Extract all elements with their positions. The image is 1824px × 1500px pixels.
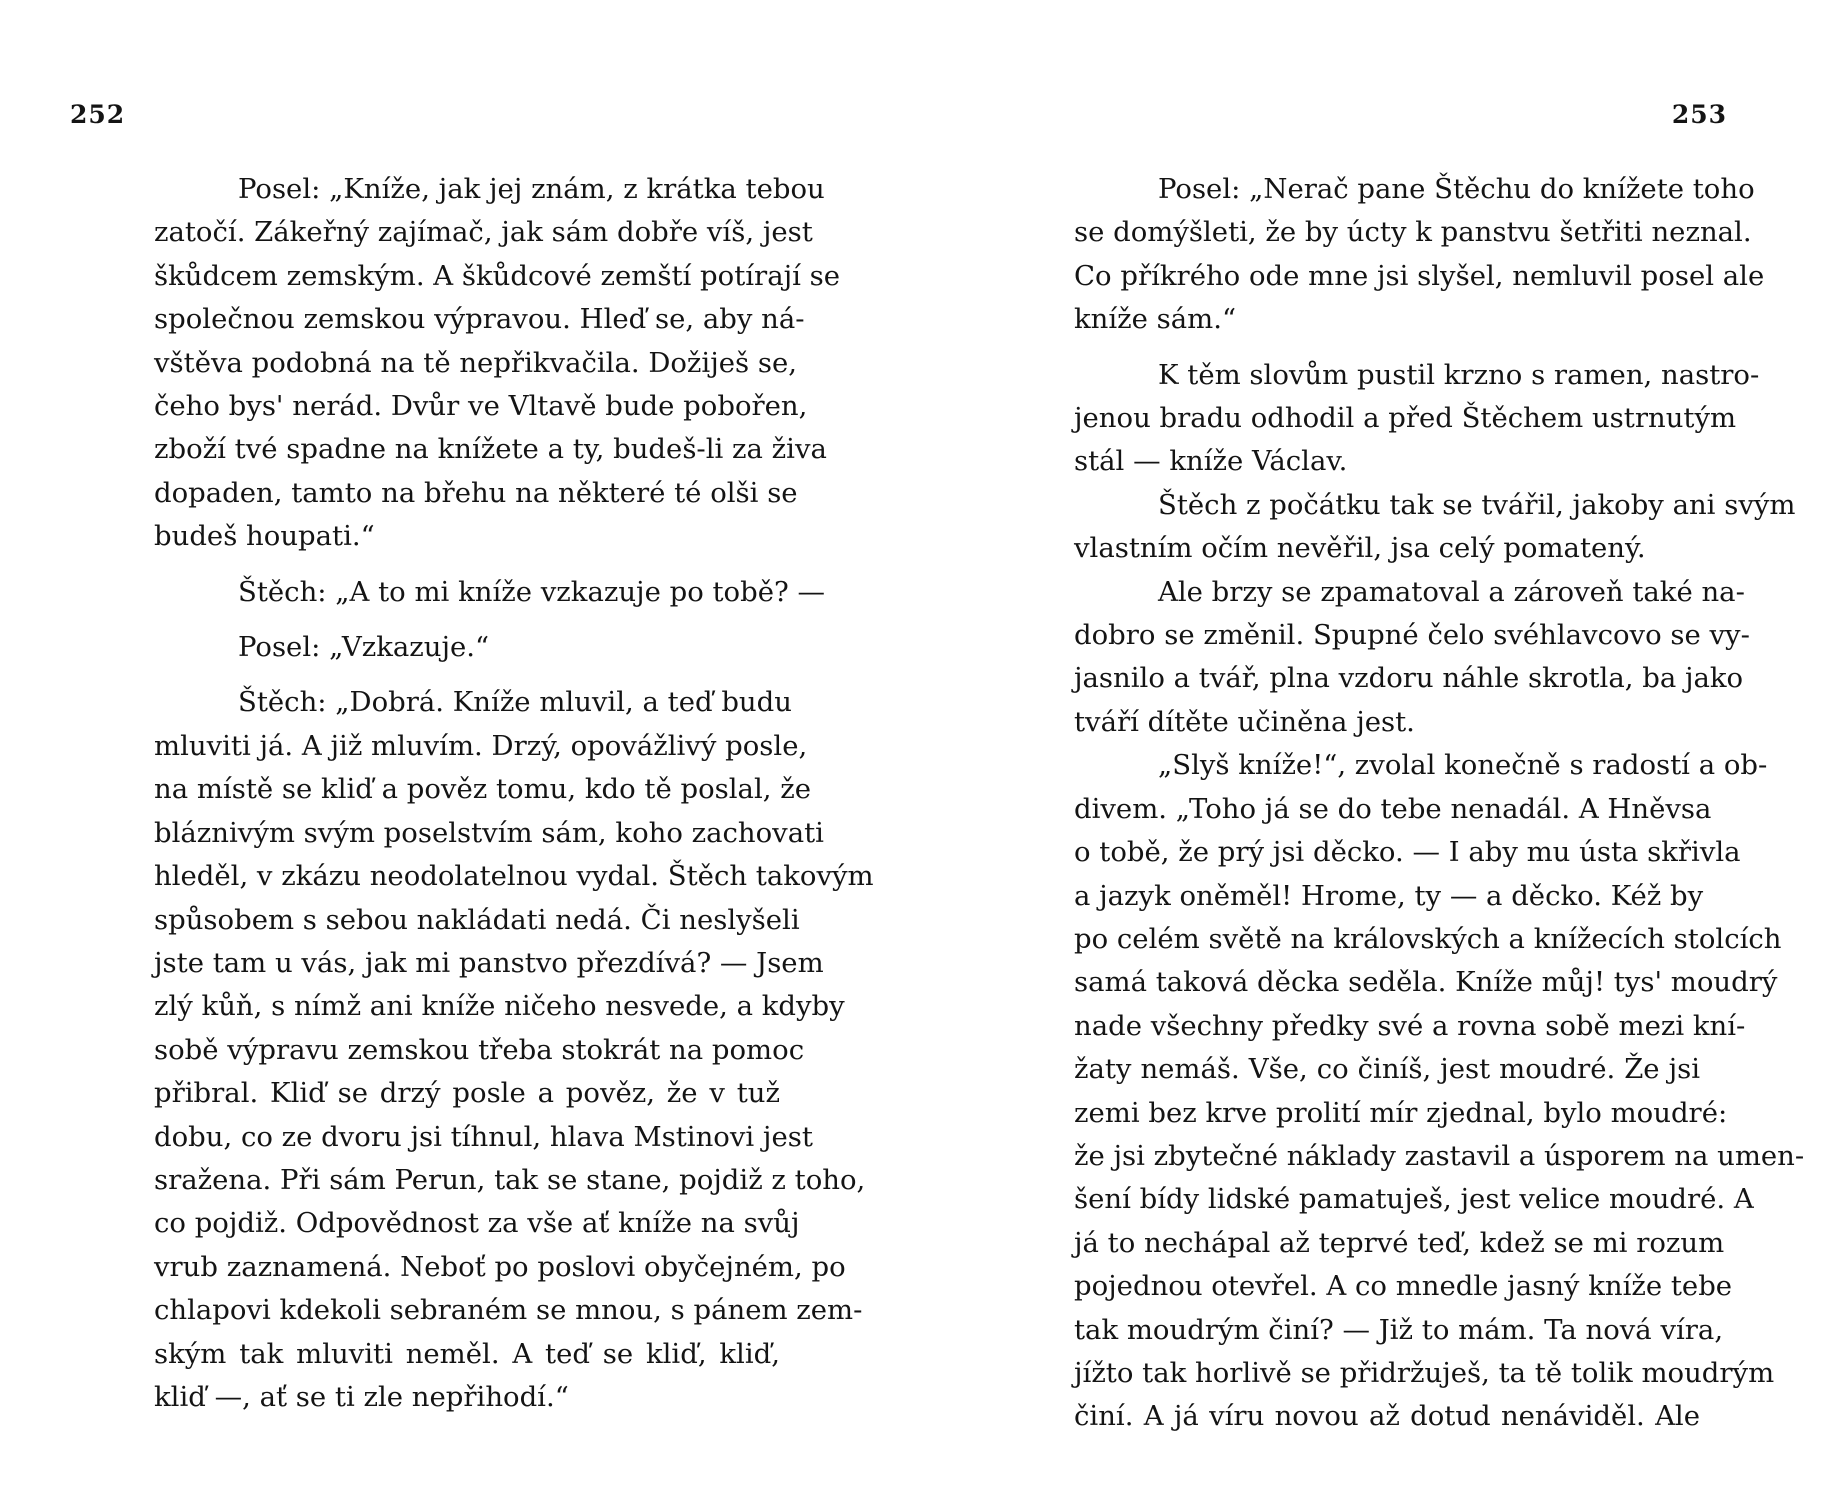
text-line: přibral. Kliď se drzý posle a pověz, že v tuž — [154, 1077, 780, 1110]
text-line: kliď —, ať se ti zle nepřihodí.“ — [154, 1380, 569, 1413]
text-line: jížto tak horlivě se přidržuješ, ta tě tolik moudrým — [1074, 1356, 1775, 1389]
text-line: kníže sám.“ — [1074, 303, 1237, 336]
paragraph — [990, 168, 1765, 342]
text-line: Štěch z počátku tak se tvářil, jakoby ani svým — [1158, 488, 1796, 521]
text-line: a jazyk oněměl! Hrome, ty — a děcko. Kéž by — [1074, 879, 1704, 912]
paragraph — [70, 681, 874, 1419]
text-line: se domýšleti, že by úcty k panstvu šetřiti neznal. — [1074, 216, 1752, 249]
right-page-text — [990, 168, 1805, 1439]
text-line: Posel: „Nerač pane Štěchu do knížete toho — [1158, 173, 1755, 205]
text-line: o tobě, že prý jsi děcko. — I aby mu ústa skřivla — [1074, 836, 1741, 869]
paragraph — [70, 571, 825, 614]
text-line: mluviti já. A již mluvím. Drzý, opovážlivý posle, — [154, 729, 808, 762]
text-line: Posel: „Vzkazuje.“ — [238, 631, 490, 664]
text-line: dopaden, tamto na břehu na některé té olši se — [154, 476, 798, 509]
left-page-text — [70, 168, 874, 1419]
text-line: zatočí. Zákeřný zajímač, jak sám dobře víš, jest — [154, 216, 813, 249]
text-line: co pojdiž. Odpovědnost za vše ať kníže na svůj — [154, 1207, 800, 1240]
text-line: samá taková děcka seděla. Kníže můj! tys' moudrý — [1074, 966, 1778, 999]
text-line: tak moudrým činí? — Již to mám. Ta nová víra, — [1074, 1313, 1724, 1346]
text-line: škůdcem zemským. A škůdcové zemští potírají se — [154, 259, 841, 292]
text-line: zlý kůň, s nímž ani kníže ničeho nesvede, a kdyby — [154, 990, 845, 1023]
text-line: Štěch: „A to mi kníže vzkazuje po tobě? — — [238, 575, 825, 608]
text-line: společnou zemskou výpravou. Hleď se, aby ná- — [154, 303, 805, 336]
text-line: zboží tvé spadne na knížete a ty, budeš-li za živa — [154, 433, 827, 466]
text-line: vlastním očím nevěřil, jsa celý pomatený. — [1074, 532, 1646, 565]
text-line: Ale brzy se zpamatoval a zároveň také na- — [1158, 575, 1745, 608]
text-line: jasnilo a tvář, plna vzdoru náhle skrotla, ba jako — [1074, 662, 1744, 695]
text-line: ským tak mluviti neměl. A teď se kliď, kliď, — [154, 1337, 780, 1370]
text-line: žaty nemáš. Vše, co činíš, jest moudré. Že jsi — [1074, 1053, 1700, 1086]
text-line: že jsi zbytečné náklady zastavil a úsporem na umen- — [1074, 1139, 1805, 1172]
paragraph — [990, 484, 1796, 571]
text-line: vštěva podobná na tě nepřikvačila. Dožiješ se, — [154, 346, 798, 379]
text-line: budeš houpati.“ — [154, 520, 375, 553]
text-line: sražena. Při sám Perun, tak se stane, pojdiž z toho, — [154, 1163, 866, 1196]
paragraph — [990, 571, 1750, 745]
text-line: činí. A já víru novou až dotud nenáviděl. Ale — [1074, 1400, 1700, 1433]
text-line: dobu, co ze dvoru jsi tíhnul, hlava Mstinovi jest — [154, 1120, 813, 1153]
text-line: dobro se změnil. Spupné čelo svéhlavcovo se vy- — [1074, 619, 1750, 652]
paragraph — [990, 744, 1805, 1439]
text-line: zemi bez krve prolití mír zjednal, bylo moudré: — [1074, 1096, 1728, 1129]
text-line: sobě výpravu zemskou třeba stokrát na pomoc — [154, 1033, 805, 1066]
text-line: „Slyš kníže!“, zvolal konečně s radostí a ob- — [1158, 749, 1768, 782]
text-line: stál — kníže Václav. — [1074, 445, 1348, 478]
text-line: šení bídy lidské pamatuješ, jest velice moudré. A — [1074, 1183, 1754, 1216]
text-line: jste tam u vás, jak mi panstvo přezdívá? — Jsem — [154, 946, 824, 979]
text-line: nade všechny předky své a rovna sobě mezi kní- — [1074, 1009, 1746, 1042]
right-page-number: 253 — [1671, 100, 1727, 129]
text-line: hleděl, v zkázu neodolatelnou vydal. Štěch takovým — [154, 860, 874, 893]
text-line: Posel: „Kníže, jak jej znám, z krátka tebou — [238, 173, 825, 205]
left-page-number: 252 — [70, 100, 126, 129]
text-line: čeho bys' nerád. Dvůr ve Vltavě bude pobořen, — [154, 390, 808, 423]
text-line: Štěch: „Dobrá. Kníže mluvil, a teď budu — [238, 686, 792, 719]
text-line: chlapovi kdekoli sebraném se mnou, s pánem zem- — [154, 1294, 863, 1327]
paragraph — [70, 168, 841, 559]
text-line: spůsobem s sebou nakládati nedá. Či neslyšeli — [154, 903, 800, 936]
text-line: po celém světě na královských a knížecích stolcích — [1074, 922, 1782, 955]
text-line: vrub zaznamená. Neboť po poslovi obyčejném, po — [154, 1250, 846, 1283]
text-line: bláznivým svým poselstvím sám, koho zachovati — [154, 816, 824, 849]
text-line: pojednou otevřel. A co mnedle jasný kníže tebe — [1074, 1270, 1733, 1303]
paragraph — [70, 626, 780, 669]
text-line: divem. „Toho já se do tebe nenadál. A Hněvsa — [1074, 792, 1712, 825]
text-line: K těm slovům pustil krzno s ramen, nastro- — [1158, 358, 1760, 391]
paragraph — [990, 354, 1760, 484]
text-line: Co příkrého ode mne jsi slyšel, nemluvil posel ale — [1074, 259, 1765, 292]
text-line: na místě se kliď a pověz tomu, kdo tě poslal, že — [154, 773, 811, 806]
text-line: jenou bradu odhodil a před Štěchem ustrnutým — [1074, 402, 1737, 435]
text-line: tváří dítěte učiněna jest. — [1074, 705, 1415, 738]
text-line: já to nechápal až teprvé teď, kdež se mi rozum — [1074, 1226, 1725, 1259]
